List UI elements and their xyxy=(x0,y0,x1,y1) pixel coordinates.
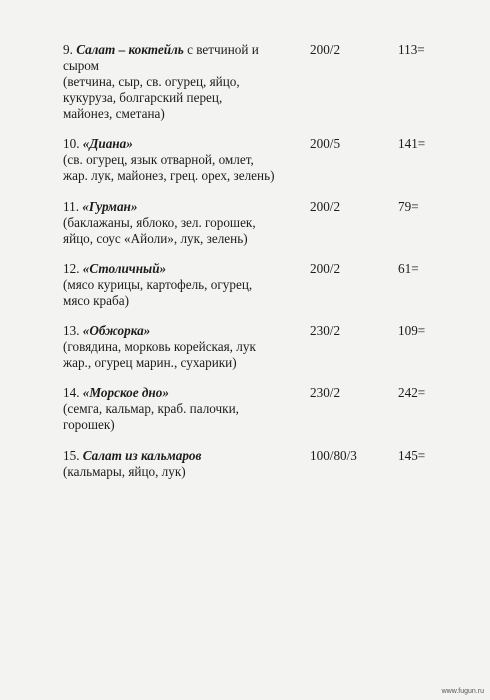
item-title xyxy=(63,199,483,215)
item-description-line: (мясо курицы, картофель, огурец, xyxy=(63,277,253,292)
item-description-line: (кальмары, яйцо, лук) xyxy=(63,464,186,479)
item-price: 113= xyxy=(398,42,425,57)
item-weight: 200/2 xyxy=(310,261,341,276)
item-name: «Морское дно» xyxy=(82,385,169,400)
item-description-line: жар., огурец марин., сухарики) xyxy=(63,355,237,370)
menu-item xyxy=(63,448,483,480)
item-price: 79= xyxy=(398,199,419,214)
menu-item xyxy=(63,385,483,433)
item-title xyxy=(63,261,483,277)
item-number: 11. xyxy=(63,199,79,214)
menu-item xyxy=(63,261,483,309)
menu-item xyxy=(63,199,483,247)
item-weight: 200/5 xyxy=(310,136,341,151)
item-number: 13. xyxy=(63,323,80,338)
item-weight: 230/2 xyxy=(310,385,341,400)
item-price: 61= xyxy=(398,261,419,276)
item-description-line: (говядина, морковь корейская, лук xyxy=(63,339,256,354)
watermark: www.fugun.ru xyxy=(441,688,484,695)
item-weight: 200/2 xyxy=(310,42,341,57)
item-description-line: яйцо, соус «Айоли», лук, зелень) xyxy=(63,231,248,246)
item-description-line: (семга, кальмар, краб. палочки, xyxy=(63,401,239,416)
item-description-line: (ветчина, сыр, св. огурец, яйцо, xyxy=(63,74,240,89)
item-description-line: майонез, сметана) xyxy=(63,106,165,121)
item-number: 9. xyxy=(63,42,73,57)
item-price: 145= xyxy=(398,448,426,463)
item-description-line: мясо краба) xyxy=(63,293,129,308)
item-name: Салат из кальмаров xyxy=(82,448,202,463)
item-name: «Обжорка» xyxy=(82,323,151,338)
item-description-line: (баклажаны, яблоко, зел. горошек, xyxy=(63,215,256,230)
item-description-line: горошек) xyxy=(63,417,115,432)
item-description-line: кукуруза, болгарский перец, xyxy=(63,90,223,105)
item-name: Салат – коктейль xyxy=(76,42,184,57)
menu-item xyxy=(63,323,483,371)
item-weight: 100/80/3 xyxy=(310,448,357,463)
item-number: 14. xyxy=(63,385,80,400)
item-weight: 230/2 xyxy=(310,323,341,338)
menu-item xyxy=(63,42,483,122)
item-description-line: сыром xyxy=(63,58,99,73)
item-number: 10. xyxy=(63,136,80,151)
item-description-line: (св. огурец, язык отварной, омлет, xyxy=(63,152,254,167)
item-name-suffix: с ветчиной и xyxy=(183,42,259,57)
item-weight: 200/2 xyxy=(310,199,341,214)
item-number: 15. xyxy=(63,448,80,463)
item-price: 109= xyxy=(398,323,426,338)
item-number: 12. xyxy=(63,261,80,276)
item-description-line: жар. лук, майонез, грец. орех, зелень) xyxy=(63,168,275,183)
menu-item xyxy=(63,136,483,184)
item-name: «Диана» xyxy=(82,136,133,151)
item-price: 242= xyxy=(398,385,426,400)
item-name: «Столичный» xyxy=(82,261,167,276)
item-name: «Гурман» xyxy=(82,199,138,214)
item-price: 141= xyxy=(398,136,426,151)
